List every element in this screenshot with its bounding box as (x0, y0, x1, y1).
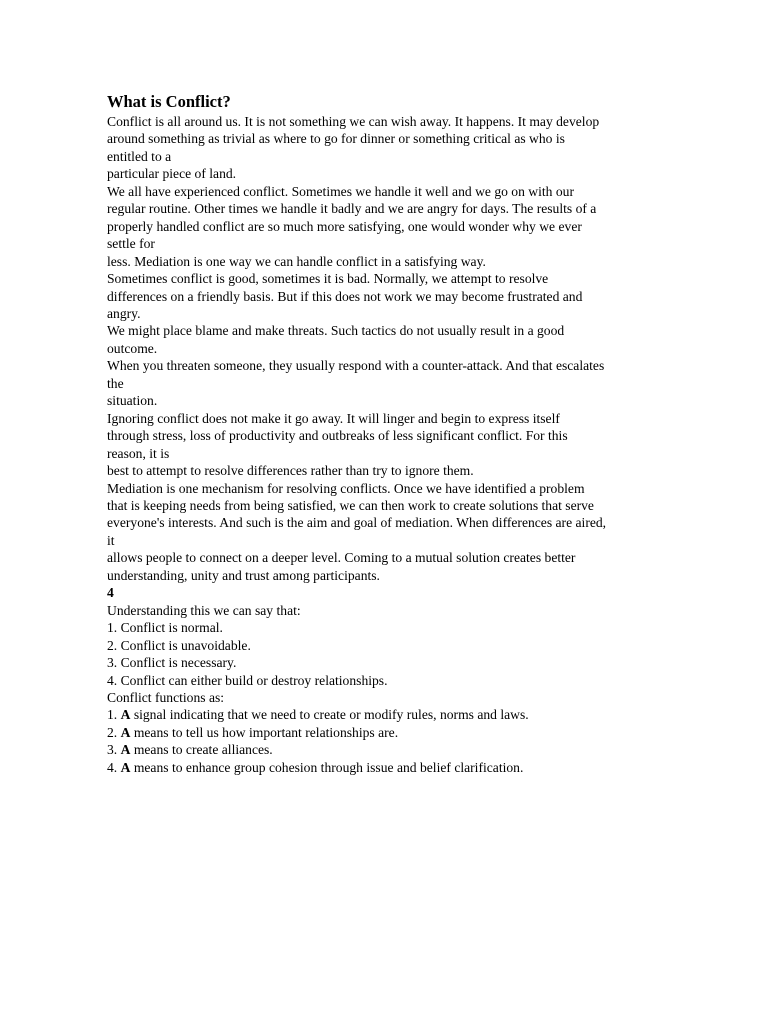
list-item-number: 1. (107, 707, 121, 723)
list-item: 1. Conflict is normal. (107, 620, 223, 636)
text-line: settle for (107, 236, 155, 252)
text-line: Ignoring conflict does not make it go away. It will linger and begin to express itself (107, 410, 560, 426)
list-item-text: means to create alliances. (130, 742, 273, 758)
text-line: the (107, 375, 124, 391)
text-line: properly handled conflict are so much more satisfying, one would wonder why we ever (107, 218, 582, 234)
list-item: 4. Conflict can either build or destroy relationships. (107, 672, 388, 688)
list-item (107, 706, 667, 723)
list-item (107, 724, 667, 741)
list-item-lead: A (120, 707, 131, 723)
list-item-text: means to enhance group cohesion through issue and belief clarification. (130, 759, 524, 775)
list-item-number: 4. (107, 759, 121, 775)
list-item (107, 759, 667, 776)
text-line: through stress, loss of productivity and outbreaks of less significant conflict. For this (107, 428, 568, 444)
text-line: it (107, 532, 115, 548)
text-line: everyone's interests. And such is the aim and goal of mediation. When differences are aired, (107, 515, 607, 531)
text-line: When you threaten someone, they usually respond with a counter-attack. And that escalates (107, 358, 605, 374)
list-item (107, 741, 667, 758)
text-line: situation. (107, 393, 158, 409)
document-page (107, 92, 667, 776)
text-line: differences on a friendly basis. But if this does not work we may become frustrated and (107, 288, 583, 304)
list-item-lead: A (120, 759, 131, 775)
list-item-lead: A (120, 724, 131, 740)
text-line: around something as trivial as where to go for dinner or something critical as who is (107, 131, 565, 147)
list-item-lead: A (120, 742, 131, 758)
text-line: regular routine. Other times we handle it badly and we are angry for days. The results of a (107, 201, 597, 217)
list-item-number: 2. (107, 724, 121, 740)
body-text (107, 113, 667, 584)
functions-section (107, 689, 667, 776)
page-number: 4 (107, 585, 114, 601)
list-item-number: 3. (107, 742, 121, 758)
list-item-text: means to tell us how important relationships are. (130, 724, 399, 740)
list-item: 3. Conflict is necessary. (107, 655, 237, 671)
understanding-section (107, 602, 667, 689)
text-line: angry. (107, 305, 141, 321)
page-title: What is Conflict? (107, 92, 231, 111)
functions-intro: Conflict functions as: (107, 689, 225, 705)
text-line: Sometimes conflict is good, sometimes it is bad. Normally, we attempt to resolve (107, 271, 549, 287)
list-item-text: signal indicating that we need to create or modify rules, norms and laws. (130, 707, 529, 723)
text-line: Mediation is one mechanism for resolving conflicts. Once we have identified a problem (107, 480, 585, 496)
text-line: Conflict is all around us. It is not something we can wish away. It happens. It may develop (107, 114, 600, 129)
text-line: allows people to connect on a deeper level. Coming to a mutual solution creates better (107, 550, 576, 566)
text-line: We might place blame and make threats. Such tactics do not usually result in a good (107, 323, 565, 339)
list-item: 2. Conflict is unavoidable. (107, 637, 251, 653)
text-line: reason, it is (107, 445, 170, 461)
understanding-intro: Understanding this we can say that: (107, 602, 301, 618)
text-line: that is keeping needs from being satisfied, we can then work to create solutions that serve (107, 497, 594, 513)
text-line: understanding, unity and trust among participants. (107, 567, 380, 583)
text-line: entitled to a (107, 148, 172, 164)
text-line: outcome. (107, 340, 158, 356)
text-line: less. Mediation is one way we can handle conflict in a satisfying way. (107, 253, 486, 269)
text-line: particular piece of land. (107, 166, 237, 182)
text-line: We all have experienced conflict. Sometimes we handle it well and we go on with our (107, 183, 574, 199)
text-line: best to attempt to resolve differences rather than try to ignore them. (107, 463, 474, 479)
